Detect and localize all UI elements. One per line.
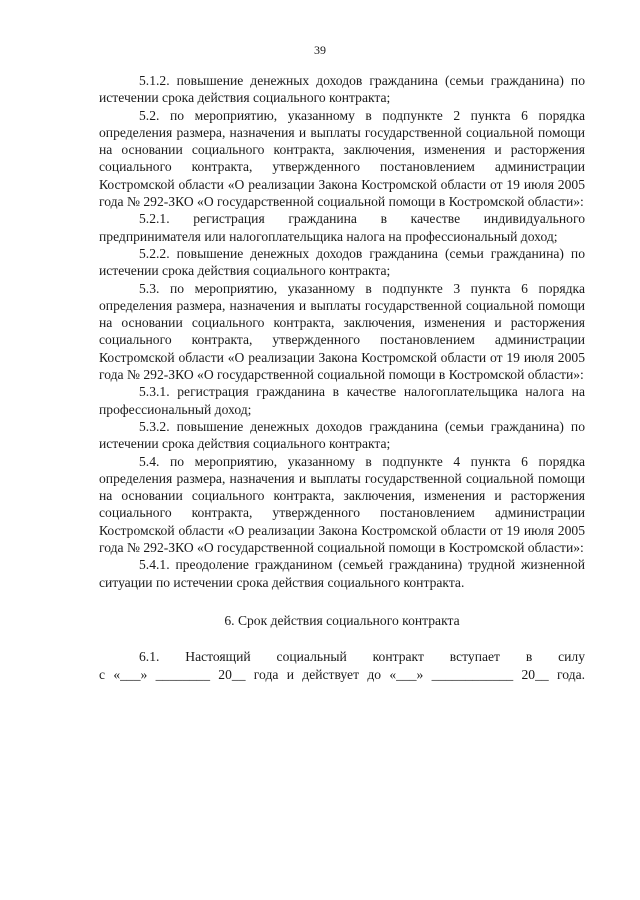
paragraph-5-4-1: 5.4.1. преодоление гражданином (семьей гражданина) трудной жизненной ситуации по истечении срока действия социального контракта. xyxy=(99,557,585,590)
paragraph-5-4: 5.4. по мероприятию, указанному в подпункте 4 пункта 6 порядка определения размера, назначения и выплаты государственной социальной помощи на основании социального контракта, заключения, изменения и расторжения социального контракта, утвержденного постановлением администрации Костромской области «О реализации Закона Костромской области от 19 июля 2005 года № 292-ЗКО «О государственной социальной помощи в Костромской области»: xyxy=(99,453,585,556)
paragraph-5-3: 5.3. по мероприятию, указанному в подпункте 3 пункта 6 порядка определения размера, назначения и выплаты государственной социальной помощи на основании социального контракта, заключения, изменения и расторжения социального контракта, утвержденного постановлением администрации Костромской области «О реализации Закона Костромской области от 19 июля 2005 года № 292-ЗКО «О государственной социальной помощи в Костромской области»: xyxy=(99,280,585,383)
paragraph-5-3-1: 5.3.1. регистрация гражданина в качестве налогоплательщика налога на профессиональный доход; xyxy=(99,384,585,417)
paragraph-5-2-2: 5.2.2. повышение денежных доходов гражданина (семьи гражданина) по истечении срока действия социального контракта; xyxy=(99,245,585,279)
document-body xyxy=(99,72,585,683)
paragraph-5-2: 5.2. по мероприятию, указанному в подпункте 2 пункта 6 порядка определения размера, назначения и выплаты государственной социальной помощи на основании социального контракта, заключения, изменения и расторжения социального контракта, утвержденного постановлением администрации Костромской области «О реализации Закона Костромской области от 19 июля 2005 года № 292-ЗКО «О государственной социальной помощи в Костромской области»: xyxy=(99,107,585,210)
page-number: 39 xyxy=(314,43,326,57)
paragraph-5-3-2: 5.3.2. повышение денежных доходов гражданина (семьи гражданина) по истечении срока действия социального контракта; xyxy=(99,418,585,452)
section-6-heading: 6. Срок действия социального контракта xyxy=(224,612,460,628)
paragraph-6-1-line-1: 6.1. Настоящий социальный контракт вступает в силу xyxy=(139,649,585,665)
paragraph-5-2-1: 5.2.1. регистрация гражданина в качестве индивидуального предпринимателя или налогоплательщика налога на профессиональный доход; xyxy=(99,211,585,244)
paragraph-5-1-2: 5.1.2. повышение денежных доходов гражданина (семьи гражданина) по истечении срока действия социального контракта; xyxy=(99,73,585,106)
paragraph-6-1-line-2: с «___» ________ 20__ года и действует до «___» ____________ 20__ года. xyxy=(99,666,585,682)
